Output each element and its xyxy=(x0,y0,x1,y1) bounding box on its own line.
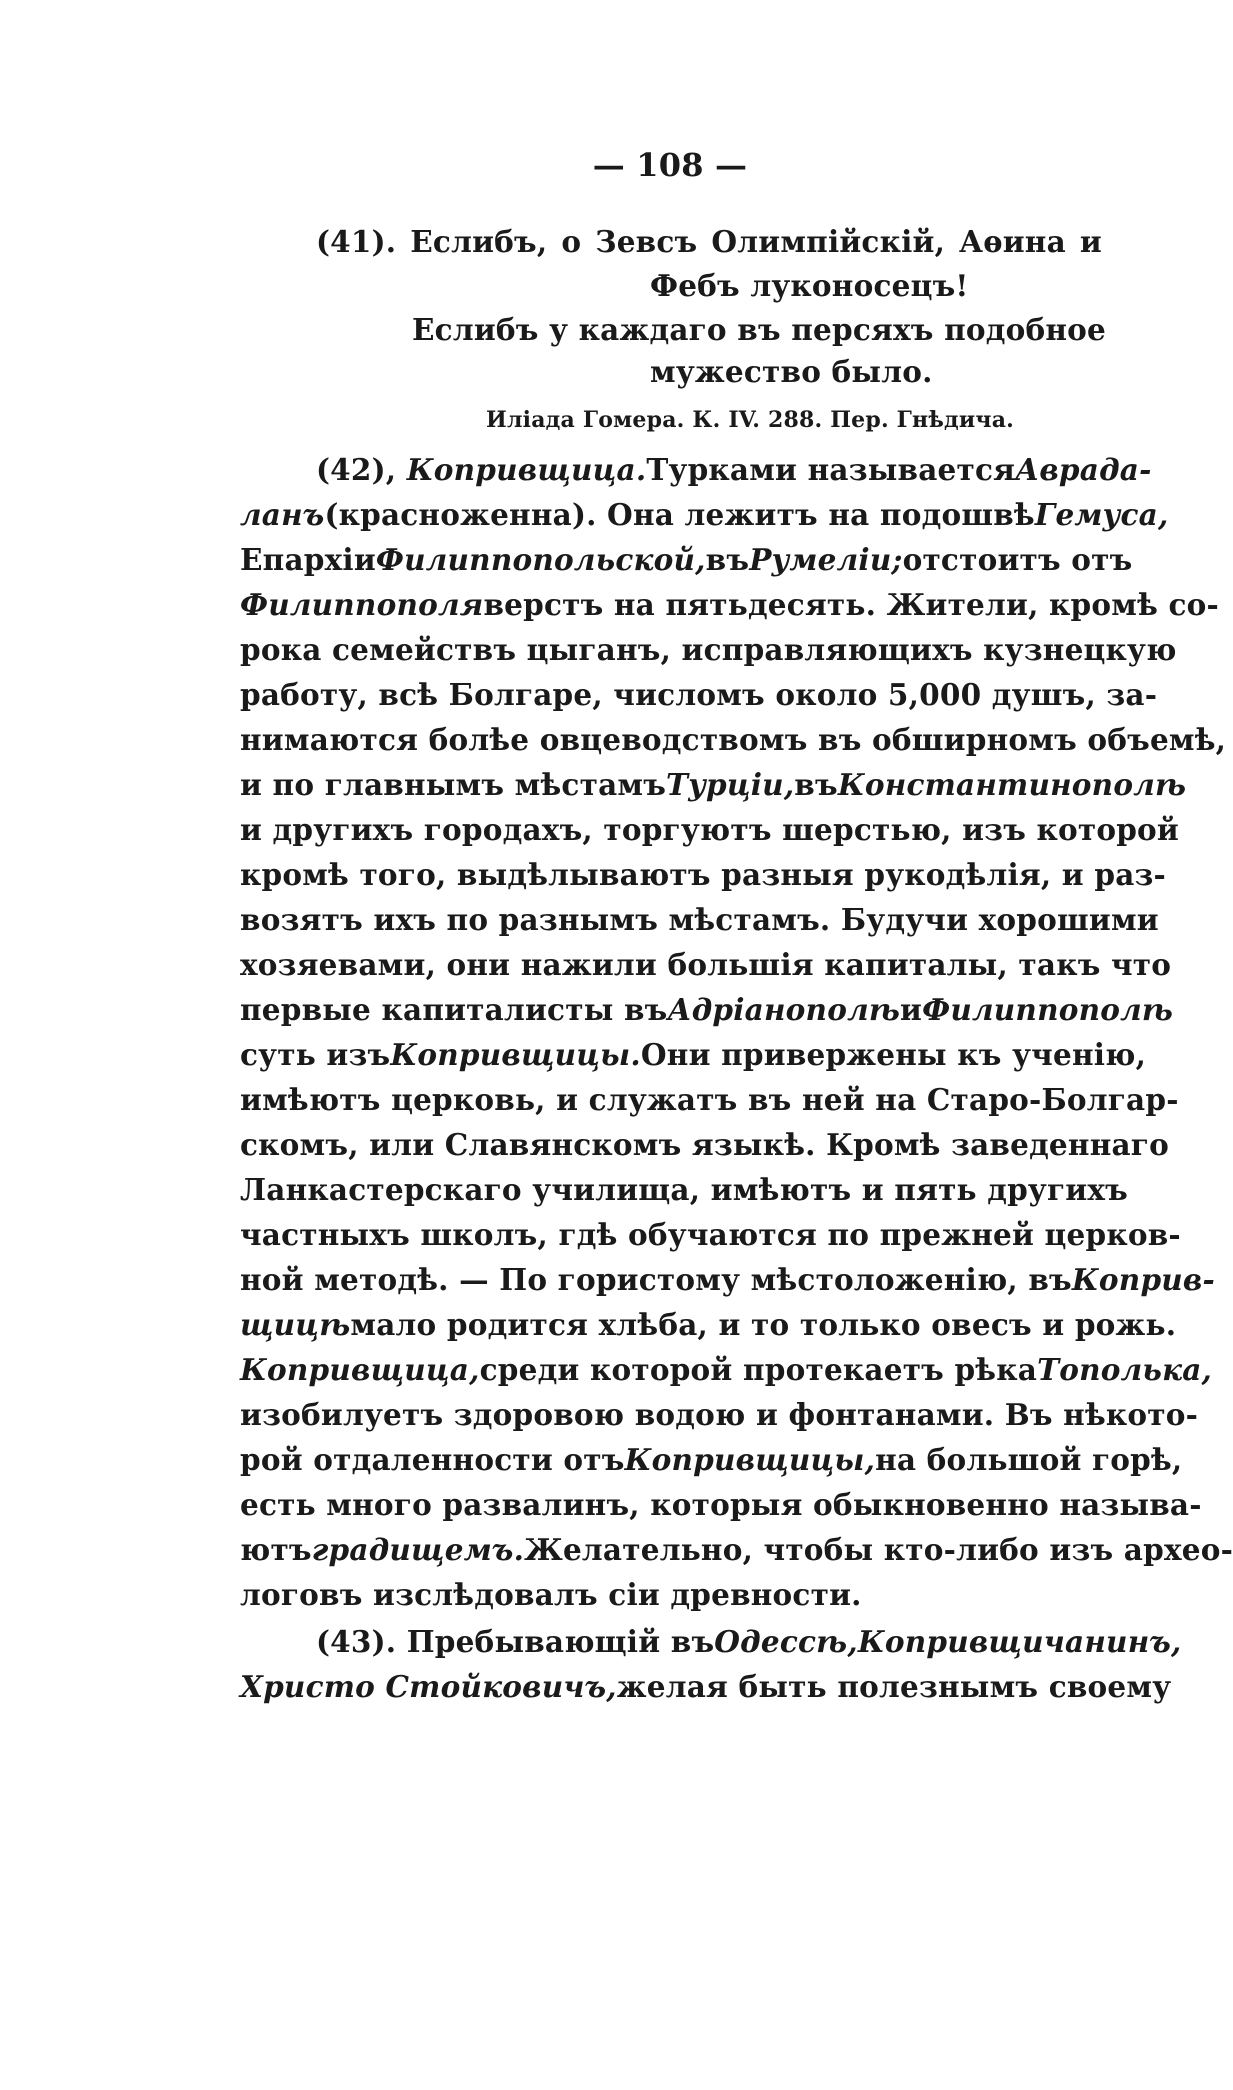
paragraph-42-line: нимаются болѣе овцеводствомъ въ обширномъ объемѣ, xyxy=(240,722,1227,757)
place-name: Одессѣ, xyxy=(714,1624,858,1659)
text-span: мало родится хлѣба, и то только овесъ и рожь. xyxy=(350,1307,1177,1342)
paragraph-42-line xyxy=(240,765,1187,805)
place-name: Адріанополѣ xyxy=(667,992,901,1027)
paragraph-42-line: кромѣ того, выдѣлываютъ разныя рукодѣлія, и раз- xyxy=(240,857,1166,892)
place-name: Тополька, xyxy=(1037,1352,1213,1387)
verse-line-2: Фебъ луконосецъ! xyxy=(650,268,969,303)
paragraph-42-line: есть много развалинъ, которыя обыкновенно называ- xyxy=(240,1487,1202,1522)
paragraph-42-line xyxy=(240,495,1169,535)
paragraph-42-line xyxy=(240,1440,1183,1480)
paragraph-42-line: изобилуетъ здоровою водою и фонтанами. Въ нѣкото- xyxy=(240,1397,1199,1432)
text-span: ной методѣ. — По гористому мѣстоложенію, въ xyxy=(240,1262,1072,1297)
place-name: Константинополѣ xyxy=(837,767,1187,802)
paragraph-42-line xyxy=(240,1035,1147,1075)
place-name: градищемъ. xyxy=(311,1532,525,1567)
text-span: на большой горѣ, xyxy=(875,1442,1183,1477)
place-name: Филиппопольской, xyxy=(375,542,706,577)
text-span: отстоитъ отъ xyxy=(902,542,1133,577)
text-span: желая быть полезнымъ своему xyxy=(616,1669,1172,1704)
text-span: въ xyxy=(705,542,750,577)
paragraph-42-line: скомъ, или Славянскомъ языкѣ. Кромѣ заведеннаго xyxy=(240,1127,1169,1162)
paragraph-42-line: хозяевами, они нажили большія капиталы, такъ что xyxy=(240,947,1172,982)
place-name: ланъ xyxy=(240,497,325,532)
place-name: Турціи, xyxy=(666,767,795,802)
text-span: и xyxy=(900,992,923,1027)
paragraph-43-line xyxy=(240,1667,1172,1707)
text-span: ютъ xyxy=(240,1532,312,1567)
paragraph-42-line xyxy=(240,585,1219,625)
verse-source: Иліада Гомера. К. IV. 288. Пер. Гнѣдича. xyxy=(485,407,1015,433)
text-span: верстъ на пятьдесять. Жители, кромѣ со- xyxy=(483,587,1219,622)
paragraph-42-line xyxy=(240,540,1133,580)
place-name: Коприв- xyxy=(1071,1262,1215,1297)
text-span: (43). Пребывающій въ xyxy=(316,1624,715,1659)
paragraph-42-line xyxy=(240,1260,1215,1300)
text-span: суть изъ xyxy=(240,1037,391,1072)
text-span: (красноженна). Она лежитъ на подошвѣ xyxy=(324,497,1035,532)
paragraph-42-line xyxy=(240,1350,1213,1390)
paragraph-42-line: имѣютъ церковь, и служатъ въ ней на Старо-Болгар- xyxy=(240,1082,1179,1117)
person-name: Христо Стойковичъ, xyxy=(240,1669,617,1704)
text-span: среди которой протекаетъ рѣка xyxy=(479,1352,1038,1387)
paragraph-43-line xyxy=(316,1622,1182,1662)
paragraph-42-line xyxy=(240,990,1174,1030)
text-span: въ xyxy=(794,767,838,802)
paragraph-42-line: Ланкастерскаго училища, имѣютъ и пять другихъ xyxy=(240,1172,1128,1207)
person-name: Копривщичанинъ, xyxy=(857,1624,1182,1659)
place-name: Копривщица. xyxy=(406,452,647,487)
text-span: Епархіи xyxy=(240,542,376,577)
place-name: Румеліи; xyxy=(749,542,903,577)
paragraph-42-line: частныхъ школъ, гдѣ обучаются по прежней церков- xyxy=(240,1217,1181,1252)
text-span: первые капиталисты въ xyxy=(240,992,668,1027)
paragraph-42-line: логовъ изслѣдовалъ сіи древности. xyxy=(240,1577,862,1612)
place-name: Филиппополѣ xyxy=(922,992,1174,1027)
paragraph-42-line: работу, всѣ Болгаре, числомъ около 5,000 душъ, за- xyxy=(240,677,1158,712)
paragraph-42-line: и другихъ городахъ, торгуютъ шерстью, изъ которой xyxy=(240,812,1180,847)
place-name: Филиппополя xyxy=(240,587,484,622)
verse-line-4: мужество было. xyxy=(650,354,933,389)
text-span: Турками называется xyxy=(646,452,1016,487)
note-number: (42), xyxy=(316,452,397,487)
text-span: Желательно, чтобы кто-либо изъ археo- xyxy=(524,1532,1233,1567)
text-span: рой отдаленности отъ xyxy=(240,1442,625,1477)
place-name: Копривщица, xyxy=(240,1352,480,1387)
place-name: Аврада- xyxy=(1015,452,1152,487)
place-name: Копривщицы. xyxy=(390,1037,641,1072)
verse-line-3: Еслибъ у каждаго въ персяхъ подобное xyxy=(412,312,1107,347)
place-name: Гемуса, xyxy=(1034,497,1169,532)
paragraph-42-line xyxy=(240,1530,1233,1570)
place-name: щицѣ xyxy=(240,1307,351,1342)
text-span: и по главнымъ мѣстамъ xyxy=(240,767,667,802)
place-name: Копривщицы, xyxy=(624,1442,876,1477)
paragraph-42-line xyxy=(316,450,1152,490)
paragraph-42-line: рока семействъ цыганъ, исправляющихъ кузнецкую xyxy=(240,632,1177,667)
verse-line-1: (41). Еслибъ, о Зевсъ Олимпійскій, Аѳина и xyxy=(316,224,1102,259)
text-span: Они привержены къ ученію, xyxy=(640,1037,1147,1072)
paragraph-42-line: возятъ ихъ по разнымъ мѣстамъ. Будучи хорошими xyxy=(240,902,1159,937)
paragraph-42-line xyxy=(240,1305,1177,1345)
page-number: — 108 — xyxy=(592,146,748,184)
